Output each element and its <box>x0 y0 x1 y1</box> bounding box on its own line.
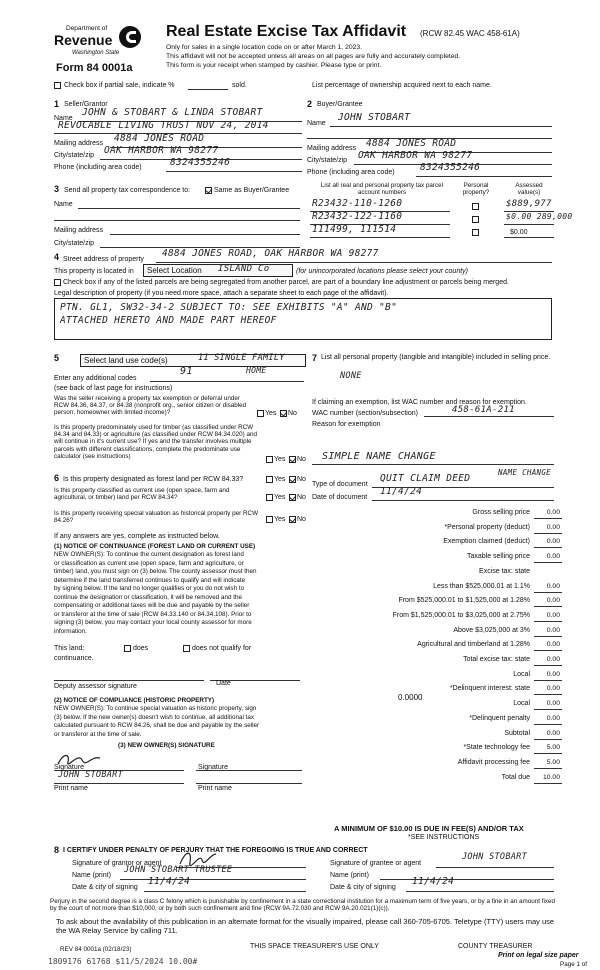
treasurer-use-label: THIS SPACE TREASURER'S USE ONLY <box>250 943 379 950</box>
notice-continuance-text: signing (3) below, you may contact your local county assessor for more <box>54 619 252 626</box>
tax-row-label: Total due <box>501 773 530 781</box>
tax-row-value[interactable]: 0.00 <box>546 597 560 605</box>
personal-property-value[interactable]: NONE <box>340 371 362 381</box>
tax-row-label: Affidavit processing fee <box>457 758 530 766</box>
this-land-label: This land: <box>54 645 85 652</box>
s3-city-label: City/state/zip <box>54 240 95 247</box>
notice-compliance-text: or transferor at the time of sale. <box>54 730 142 738</box>
new-owner-signature-label: Signature <box>54 764 84 771</box>
land-use-code: 11 SINGLE FAMILY <box>198 353 285 363</box>
tax-row-label: Local <box>513 670 530 678</box>
grantor-date-field[interactable]: 11/4/24 <box>148 876 191 887</box>
see-instructions-note: *SEE INSTRUCTIONS <box>408 834 480 841</box>
current-use-question: Is this property classified as current use (open space, farm and agricultural, or timber) land per RCW 84.34? <box>54 487 230 502</box>
correspondence-label: Send all property tax correspondence to: <box>64 187 191 194</box>
partial-sale-checkbox[interactable] <box>54 82 61 89</box>
s3-mail-label: Mailing address <box>54 227 104 234</box>
exemption-yes-label: Yes <box>265 410 277 417</box>
tax-row-label: Total excise tax: state <box>463 656 530 663</box>
notice-continuance-text: determine if the land transferred continues to qualify and will indicate <box>54 576 246 584</box>
tax-row-value[interactable]: 0.00 <box>546 670 560 678</box>
tax-row-value[interactable]: 0.00 <box>546 729 560 737</box>
tax-row-label: Subtotal <box>504 729 530 737</box>
dor-logo-icon <box>119 26 141 48</box>
section-1-number: 1 <box>54 99 60 109</box>
buyer-heading: Buyer/Grantee <box>317 101 363 108</box>
current-use-no-label: No <box>297 494 306 501</box>
section-5-number: 5 <box>54 353 60 363</box>
tax-row-value[interactable]: 0.00 <box>546 523 560 531</box>
additional-code-note: HOME <box>246 366 267 375</box>
assessed-value-header: Assessed value(s) <box>515 182 543 197</box>
section-4-number: 4 <box>54 252 60 262</box>
minimum-due-note: A MINIMUM OF $10.00 IS DUE IN FEE(S) AND/OR TAX <box>334 824 524 833</box>
parcel-number[interactable]: R23432-122-1160 <box>312 211 403 222</box>
parcel-number[interactable]: R23432-110-1260 <box>312 198 403 209</box>
buyer-city-field[interactable]: OAK HARBOR WA 98277 <box>358 150 473 161</box>
tax-row-label: Exemption claimed (deduct) <box>443 538 530 546</box>
recording-stamp: 1809176 61768 $11/5/2024 10.00# <box>48 957 198 966</box>
deputy-signature-label: Deputy assessor signature <box>54 683 137 690</box>
does-checkbox[interactable] <box>124 645 131 652</box>
tax-row-value[interactable]: 5.00 <box>546 744 560 752</box>
notice-continuance-text: or transferor at the time of sale (RCW 84.33.140 or 84.34.108). Prior to <box>54 610 252 618</box>
forest-no-label: No <box>297 476 306 483</box>
located-label: This property is located in <box>54 268 134 275</box>
historic-yes-label: Yes <box>274 516 286 523</box>
seller-phone-label: Phone (including area code) <box>54 164 142 171</box>
header-note-2: This affidavit will not be accepted unless all areas on all pages are fully and accurately completed. <box>166 53 461 60</box>
tax-row-value[interactable]: 5.00 <box>546 758 560 766</box>
timber-no-label: No <box>297 456 306 463</box>
parcel-header: List all real and personal property tax parcel account numbers <box>320 182 444 197</box>
buyer-phone-label: Phone (including area code) <box>307 169 395 176</box>
tax-row-label: Taxable selling price <box>466 553 530 561</box>
seller-name-label: Name <box>54 115 73 122</box>
tax-row-label: From $1,525,000.01 to $3,025,000 at 2.75% <box>392 611 530 619</box>
same-as-buyer-label: Same as Buyer/Grantee <box>214 187 290 194</box>
segregation-label: Check box if any of the listed parcels are being segregated from another parcel, are part of a boundary line adjustment or parcels being merged. <box>63 279 509 286</box>
sold-label: sold. <box>232 82 247 89</box>
grantee-date-field[interactable]: 11/4/24 <box>412 876 455 887</box>
page-number: Page 1 of <box>560 961 587 968</box>
tax-row-value[interactable]: 0.00 <box>546 553 560 561</box>
legal-description-line-1: PTN. GL1, SW32-34-2 SUBJECT TO: SEE EXHIBITS "A" AND "B" <box>60 302 398 313</box>
notice-compliance-text: calculated pursuant to RCW 84.26, shall be due and payable by the seller <box>54 722 260 729</box>
new-owner-signature-label-2: Signature <box>198 764 228 771</box>
seller-name-field-2[interactable]: REVOCABLE LIVING TRUST NOV 24, 2014 <box>58 120 269 131</box>
timber-yes-checkbox[interactable] <box>266 456 273 463</box>
same-as-buyer-checkbox[interactable] <box>205 187 212 194</box>
tax-row-value[interactable]: 0.00 <box>546 641 560 649</box>
historic-no-label: No <box>297 516 306 523</box>
exemption-question: Was the seller receiving a property tax exemption or deferral under RCW 84.36, 84.37, or 84.38 (nonprofit org., senior citizen or disabled person, homeowner with limited income)? <box>54 395 247 417</box>
form-title: Real Estate Excise Tax Affidavit <box>166 23 407 40</box>
tax-row-label: From $525,000.01 to $1,525,000 at 1.28% <box>398 597 530 605</box>
notice-continuance-text: continue the designation or classification, it will be removed and the <box>54 593 242 601</box>
notice-continuance-text: by signing below. If the land no longer qualifies or you do not wish to <box>54 585 245 592</box>
section-3-number: 3 <box>54 184 60 194</box>
exemption-no-label: No <box>288 410 297 417</box>
accessibility-note: To ask about the availability of this publication in an alternate format for the visually impaired, please call 360-705-6705. Teletype (TTY) users may use the WA Relay Service by calling 711. <box>56 917 555 935</box>
legal-description-line-2: ATTACHED HERETO AND MADE PART HEREOF <box>60 315 277 326</box>
document-type-field[interactable]: QUIT CLAIM DEED <box>380 473 471 484</box>
header-note-3: This form is your receipt when stamped by cashier. Please type or print. <box>166 62 382 69</box>
assessed-value[interactable]: $889,977 <box>506 199 552 209</box>
buyer-mail-label: Mailing address <box>307 145 357 152</box>
tax-row-label: Excise tax: state <box>479 567 530 575</box>
s3-name-label: Name <box>54 201 73 208</box>
grantee-date-label: Date & city of signing <box>330 884 396 891</box>
buyer-city-label: City/state/zip <box>307 157 348 164</box>
buyer-mail-field[interactable]: 4884 JONES ROAD <box>366 138 457 149</box>
tax-row-label: Local <box>513 700 530 708</box>
header-note-1: Only for sales in a single location code on or after March 1, 2023. <box>166 44 363 51</box>
current-use-yes-label: Yes <box>274 494 286 501</box>
section-7-number: 7 <box>312 353 318 363</box>
wac-number-field[interactable]: 458-61A-211 <box>452 405 515 415</box>
buyer-name-field[interactable]: JOHN STOBART <box>338 112 411 123</box>
seller-name-field[interactable]: JOHN & STOBART & LINDA STOBART <box>82 107 263 118</box>
forest-land-question: Is this property designated as forest land per RCW 84.33? <box>63 476 244 483</box>
document-type-note: NAME CHANGE <box>498 468 551 477</box>
tax-row-value[interactable]: 0.00 <box>546 538 560 546</box>
does-not-label: does not qualify for <box>192 645 252 652</box>
document-date-field[interactable]: 11/4/24 <box>380 486 423 497</box>
continuance-label: continuance. <box>54 655 94 662</box>
tax-row-label: *Delinquent penalty <box>469 714 530 722</box>
section-8-number: 8 <box>54 845 60 855</box>
tax-row-label: *Personal property (deduct) <box>444 523 530 531</box>
tax-row-value[interactable]: 0.00 <box>546 656 560 663</box>
does-label: does <box>133 645 149 652</box>
street-address-field[interactable]: 4884 JONES ROAD, OAK HARBOR WA 98277 <box>162 248 379 259</box>
new-owner-printed-name[interactable]: JOHN STOBART <box>58 770 124 780</box>
notice-continuance-text: compensating or additional taxes will be due and payable by the seller <box>54 602 250 609</box>
dept-name: Revenue <box>54 32 113 48</box>
legal-size-note: Print on legal size paper <box>498 952 579 959</box>
form-number: Form 84 0001a <box>56 62 133 74</box>
historic-no-checkbox[interactable] <box>289 516 296 523</box>
reason-label: Reason for exemption <box>312 421 381 428</box>
tax-row-value[interactable]: 0.00 <box>546 714 560 722</box>
does-not-checkbox[interactable] <box>183 645 190 652</box>
seller-heading: Seller/Grantor <box>64 101 108 108</box>
buyer-phone-field[interactable]: 8324355246 <box>420 162 481 173</box>
section-6-number: 6 <box>54 473 60 483</box>
grantor-date-label: Date & city of signing <box>72 884 138 891</box>
additional-codes-label: Enter any additional codes <box>54 375 137 382</box>
personal-property-label: List all personal property (tangible and intangible) included in selling price. <box>321 354 551 361</box>
tax-row-value[interactable]: 0.00 <box>546 611 560 619</box>
notice-continuance-text: NEW OWNER(S): To continue the current designation as forest land <box>54 551 244 558</box>
notice-continuance-text: or classification as current use (open space, farm and agriculture, or <box>54 559 244 567</box>
tax-row-label: Gross selling price <box>472 509 530 516</box>
buyer-name-label: Name <box>307 120 326 127</box>
tax-row-label: Less than $525,000.01 at 1.1% <box>433 582 530 590</box>
personal-property-header: Personal property? <box>462 182 490 197</box>
unincorporated-note: (for unincorporated locations please select your county) <box>296 268 468 275</box>
seller-phone-field[interactable]: 8324355246 <box>170 157 231 168</box>
partial-sale-label: Check box if partial sale, indicate % <box>64 82 175 89</box>
personal-property-checkbox[interactable] <box>472 229 479 236</box>
exemption-no-checkbox[interactable] <box>280 410 287 417</box>
legal-description-label: Legal description of property (if you need more space, attach a separate sheet to each page of the affidavit). <box>54 290 389 297</box>
ownership-note: List percentage of ownership acquired next to each name. <box>312 82 492 89</box>
tax-row-value[interactable]: 10.00 <box>542 773 560 781</box>
grantor-name-field[interactable]: JOHN STOBART TRUSTEE <box>124 865 233 875</box>
segregation-checkbox[interactable] <box>54 279 61 286</box>
seller-city-field[interactable]: OAK HARBOR WA 98277 <box>104 145 219 156</box>
grantee-signature[interactable]: JOHN STOBART <box>462 852 528 862</box>
tax-row-label: *State technology fee <box>463 744 530 752</box>
notice-continuance-text: timber) land, you must sign on (3) below. The county assessor must then <box>54 568 257 575</box>
current-use-yes-checkbox[interactable] <box>266 494 273 501</box>
timber-no-checkbox[interactable] <box>289 456 296 463</box>
notice-compliance-text: NEW OWNER(S): To continue special valuation as historic property, sign <box>54 705 257 712</box>
exemption-wac-label: If claiming an exemption, list WAC number and reason for exemption. <box>312 399 527 406</box>
location-select-label: Select Location <box>147 266 202 275</box>
forest-yes-label: Yes <box>274 476 286 483</box>
see-back-note: (see back of last page for instructions) <box>54 385 173 392</box>
state-label: Washington State <box>72 50 120 56</box>
reason-field[interactable]: SIMPLE NAME CHANGE <box>322 451 436 462</box>
deputy-date-label: Date <box>216 680 231 687</box>
tax-row-value[interactable]: 0.00 <box>546 685 560 693</box>
personal-property-checkbox[interactable] <box>472 216 479 223</box>
print-name-label: Print name <box>54 785 88 792</box>
current-use-no-checkbox[interactable] <box>289 494 296 501</box>
assessed-value[interactable]: $0.00 <box>510 229 528 236</box>
parcel-number[interactable]: 111499, 111514 <box>312 224 397 235</box>
tax-row-value[interactable]: 0.00 <box>546 509 560 516</box>
grantor-name-label: Name (print) <box>72 872 111 879</box>
exemption-yes-checkbox[interactable] <box>257 410 264 417</box>
document-date-label: Date of document <box>312 494 368 501</box>
seller-mail-label: Mailing address <box>54 140 104 147</box>
print-name-label-2: Print name <box>198 785 232 792</box>
assessed-value[interactable]: $0.00 289,000 <box>506 212 573 221</box>
historic-question: Is this property receiving special valuation as historical property per RCW 84.26? <box>54 510 259 525</box>
notice-continuance-heading: (1) NOTICE OF CONTINUANCE (FOREST LAND OR CURRENT USE) <box>54 543 256 550</box>
grantee-name-label: Name (print) <box>330 872 369 879</box>
notice-compliance-text: (3) below. If the new owner(s) doesn't wish to continue, all additional tax <box>54 713 255 721</box>
document-type-label: Type of document <box>312 481 368 488</box>
wac-number-label: WAC number (section/subsection) <box>312 410 418 417</box>
forest-yes-checkbox[interactable] <box>266 476 273 483</box>
revision-number: REV 84 0001a (02/18/23) <box>60 946 132 953</box>
grantor-signature-label: Signature of grantor or agent <box>72 860 162 867</box>
street-address-label: Street address of property <box>63 256 144 263</box>
rcw-ref: (RCW 82.45 WAC 458-61A) <box>420 29 520 38</box>
land-use-select-label: Select land use code(s) <box>84 356 168 365</box>
tax-row-value[interactable]: 0.00 <box>546 700 560 708</box>
local-rate: 0.0000 <box>398 693 423 702</box>
seller-city-label: City/state/zip <box>54 152 95 159</box>
if-any-yes-note: If any answers are yes, complete as instructed below. <box>54 533 220 540</box>
seller-mail-field[interactable]: 4884 JONES ROAD <box>114 133 205 144</box>
timber-yes-label: Yes <box>274 456 286 463</box>
certify-statement: I CERTIFY UNDER PENALTY OF PERJURY THAT THE FOREGOING IS TRUE AND CORRECT <box>63 847 368 854</box>
personal-property-checkbox[interactable] <box>472 203 479 210</box>
notice-compliance-heading: (2) NOTICE OF COMPLIANCE (HISTORIC PROPERTY) <box>54 697 215 704</box>
new-owner-signature-heading: (3) NEW OWNER(S) SIGNATURE <box>118 742 215 749</box>
forest-no-checkbox[interactable] <box>289 476 296 483</box>
dept-label: Department of <box>66 25 108 32</box>
timber-question: Is this property predominately used for timber (as classified under RCW 84.34 and 84.33) or agriculture (as classified under RCW 84.34.020) and will continue in it's current use? If yes and the transfer involves multiple parcels with different classifications, complete the predominate use calculator (see instructions) <box>54 424 258 460</box>
notice-continuance-text: information. <box>54 627 87 635</box>
section-2-number: 2 <box>307 99 313 109</box>
tax-row-label: *Delinquent interest: state <box>449 685 530 693</box>
location-value: ISLAND Co <box>218 264 270 274</box>
tax-row-value[interactable]: 0.00 <box>546 582 560 590</box>
county-treasurer-label: COUNTY TREASURER <box>458 943 533 950</box>
additional-code[interactable]: 91 <box>180 366 193 377</box>
grantee-signature-label: Signature of grantee or agent <box>330 860 422 867</box>
tax-row-label: Agricultural and timberland at 1.28% <box>417 641 530 649</box>
tax-row-label: Above $3,025,000 at 3% <box>453 626 530 634</box>
perjury-statement: Perjury in the second degree is a class C felony which is punishable by confinement in a state correctional institution for a maximum term of five years, or by a fine in an amount fixed by the court of not more than $10,000, or by both such confinement and fine (RCW 9A.72.030 and RCW 9A.20.021(1)(c)). <box>50 898 556 913</box>
tax-row-value[interactable]: 0.00 <box>546 626 560 634</box>
historic-yes-checkbox[interactable] <box>266 516 273 523</box>
